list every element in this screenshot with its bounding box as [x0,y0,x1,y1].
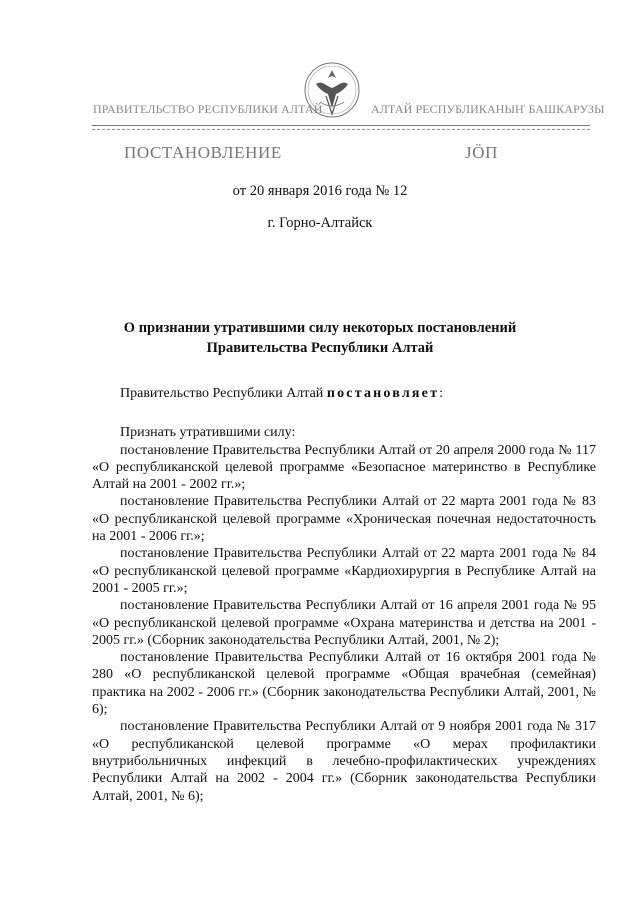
list-item: постановление Правительства Республики Алтай от 22 марта 2001 года № 83 «О республиканской целевой программе «Хроническая почечная недостаточность на 2001 - 2006 гг.»; [92,494,596,545]
document-body [92,385,596,805]
date-line: от 20 января 2016 года № 12 [232,183,408,199]
document-type: ПОСТАНОВЛЕНИЕ [124,143,282,162]
recognize-line: Признать утратившими силу: [120,425,296,441]
title-line-2: Правительства Республики Алтай [206,340,434,356]
header-divider-dashed [92,129,590,130]
list-item: постановление Правительства Республики Алтай от 16 октября 2001 года № 280 «О республиканской целевой программе «Общая врачебная (семейная) практика на 2002 - 2006 гг.» (Сборник законодательства Республики Алтай, 2001, № 6); [92,650,596,718]
enact-suffix: : [439,386,444,401]
list-item: постановление Правительства Республики Алтай от 20 апреля 2000 года № 117 «О республиканской целевой программе «Безопасное материнство в Республике Алтай на 2001 - 2002 гг.»; [92,442,596,493]
document-type-altai: JӦП [465,143,498,162]
enact-paragraph [92,385,596,402]
list-item: постановление Правительства Республики Алтай от 22 марта 2001 года № 84 «О республиканской целевой программе «Кардиохирургия в Республике Алтай на 2001 - 2005 гг.»; [92,546,596,596]
title-line-1: О признании утратившими силу некоторых постановлений [123,320,517,336]
city-line: г. Горно-Алтайск [267,215,373,231]
header-left-organization: ПРАВИТЕЛЬСТВО РЕСПУБЛИКИ АЛТАЙ [93,102,323,116]
header-right-organization: АЛТАЙ РЕСПУБЛИКАНЫҤ БАШКАРУЗЫ [371,102,605,116]
list-item: постановление Правительства Республики Алтай от 16 апреля 2001 года № 95 «О республиканской целевой программе «Охрана материнства и детства на 2001 - 2005 гг.» (Сборник законодательства Республики Алтай, 2001, № 2); [92,598,596,648]
repealed-acts-list [92,442,596,805]
header-divider [92,125,590,126]
document-title [0,318,640,358]
list-item: постановление Правительства Республики Алтай от 9 ноября 2001 года № 317 «О республиканской целевой программе «О мерах профилактики внутрибольничных инфекций в лечебно-профилактических учреждениях Республики Алтай на 2002 - 2004 гг.» (Сборник законодательства Республики Алтай, 2001, № 6); [92,719,596,804]
enact-word: постановляет [326,386,440,401]
enact-prefix: Правительство Республики Алтай [120,386,324,401]
